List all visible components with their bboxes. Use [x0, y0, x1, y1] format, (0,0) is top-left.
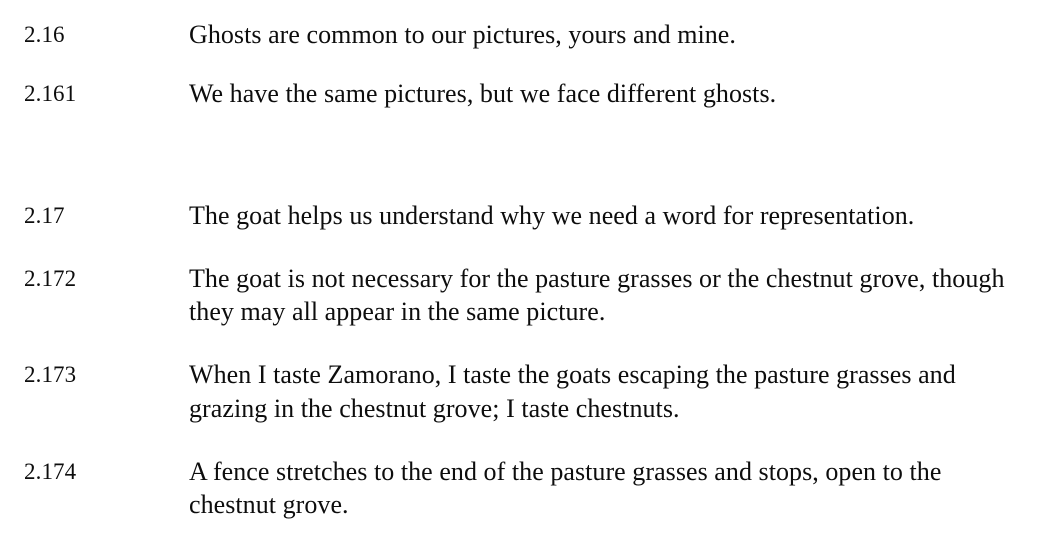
entry-spacer [24, 328, 1034, 358]
proposition-number: 2.16 [24, 22, 65, 47]
proposition-number: 2.172 [24, 265, 77, 291]
entry-spacer [24, 232, 1034, 262]
proposition-text: When I taste Zamorano, I taste the goats escaping the pasture grasses and grazing in the chestnut grove; I taste chestnuts. [189, 360, 956, 423]
proposition-entry [24, 77, 1034, 110]
proposition-entry [24, 358, 1034, 425]
entry-spacer [24, 521, 1034, 547]
proposition-text: We have the same pictures, but we face different ghosts. [189, 79, 777, 109]
proposition-text: Ghosts are common to our pictures, yours and mine. [189, 20, 736, 49]
proposition-text: The goat is not necessary for the pasture grasses or the chestnut grove, though they may all appear in the same picture. [189, 263, 1005, 327]
proposition-number: 2.161 [24, 81, 77, 107]
proposition-text: The goat helps us understand why we need a word for representation. [189, 200, 915, 230]
proposition-number: 2.173 [24, 362, 77, 388]
numbered-proposition-list [24, 18, 1034, 547]
proposition-number: 2.174 [24, 458, 77, 484]
proposition-text: A fence stretches to the end of the pasture grasses and stops, open to the chestnut grove. [189, 456, 942, 520]
entry-spacer [24, 111, 1034, 199]
proposition-entry [24, 18, 1034, 51]
proposition-entry [24, 262, 1034, 329]
proposition-number: 2.17 [24, 202, 65, 228]
entry-spacer [24, 425, 1034, 455]
entry-spacer [24, 51, 1034, 77]
proposition-entry [24, 455, 1034, 522]
proposition-entry [24, 199, 1034, 232]
